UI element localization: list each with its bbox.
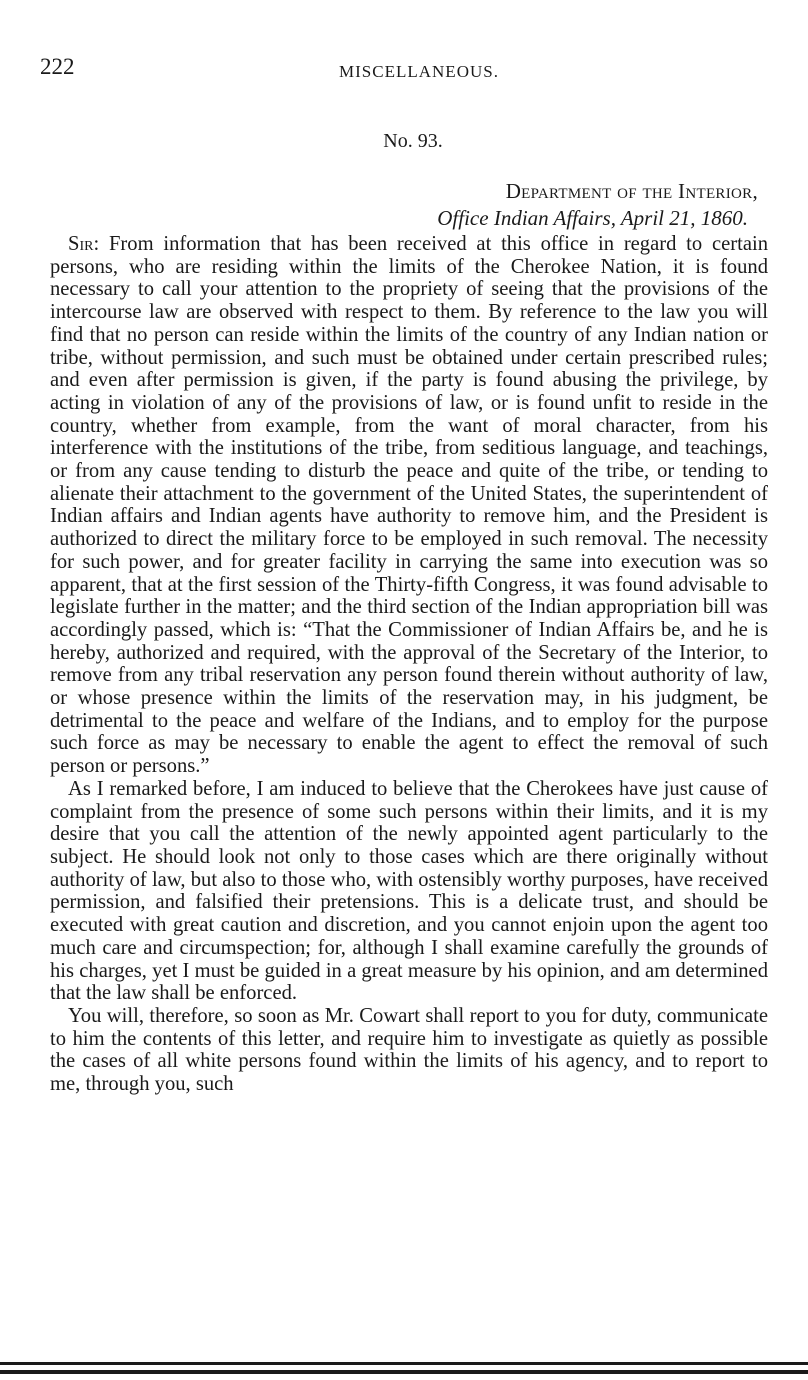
bottom-rule-thick	[0, 1370, 808, 1374]
letter-body	[50, 233, 768, 1096]
document-number: No. 93.	[383, 130, 443, 152]
dateline	[437, 178, 758, 232]
bottom-rule	[0, 1362, 808, 1365]
paragraph-1	[50, 233, 768, 778]
office-date-line: Office Indian Affairs, April 21, 1860.	[437, 206, 748, 230]
paragraph-2: As I remarked before, I am induced to believe that the Cherokees have just cause of complaint from the presence of some such persons within their limits, and it is my desire that you call the attention of the newly appointed agent particularly to the subject. He should look not only to those cases which are there originally without authority of law, but also to those who, with ostensibly worthy purposes, have received permission, and falsified their pretensions. This is a delicate trust, and should be executed with great caution and discretion, and you cannot enjoin upon the agent too much care and circumspection; for, although I shall examine carefully the grounds of his charges, yet I must be guided in a great measure by his opinion, and am determined that the law shall be enforced.	[50, 777, 768, 1005]
page-number: 222	[40, 54, 75, 79]
running-head: MISCELLANEOUS.	[339, 62, 499, 81]
salutation: Sir:	[68, 233, 100, 255]
paragraph-3: You will, therefore, so soon as Mr. Cowart shall report to you for duty, communicate to him the contents of this letter, and require him to investigate as quietly as possible the cases of all white persons found within the limits of his agency, and to report to me, through you, such	[50, 1004, 768, 1096]
department-name: Department of the Interior,	[505, 179, 758, 203]
paragraph-1-text: From information that has been received at this office in regard to certain persons, who are residing within the limits of the Cherokee Nation, it is found necessary to call your attention to the propriety of seeing that the provisions of the intercourse law are observed with respect to them. By reference to the law you will find that no person can reside within the limits of the country of any Indian nation or tribe, without permission, and such must be obtained under certain prescribed rules; and even after permission is given, if the party is found abusing the privilege, by acting in violation of any of the provisions of law, or is found unfit to reside in the country, whether from example, from the want of moral character, from his interference with the institutions of the tribe, from seditious language, and teachings, or from any cause tending to disturb the peace and quite of the tribe, or tending to alienate their attachment to the government of the United States, the superintendent of Indian affairs and Indian agents have authority to remove him, and the President is authorized to direct the military force to be employed in such removal. The necessity for such power, and for greater facility in carrying the same into execution was so apparent, that at the first session of the Thirty-fifth Congress, it was found advisable to legislate further in the matter; and the third section of the Indian appropriation bill was accordingly passed, which is: “That the Commissioner of Indian Affairs be, and he is hereby, authorized and required, with the approval of the Secretary of the Interior, to remove from any tribal reservation any person found therein without authority of law, or whose presence within the limits of the reservation may, in his judgment, be detrimental to the peace and welfare of the Indians, and to employ for the purpose such force as may be necessary to enable the agent to effect the removal of such person or persons.”	[50, 233, 768, 778]
